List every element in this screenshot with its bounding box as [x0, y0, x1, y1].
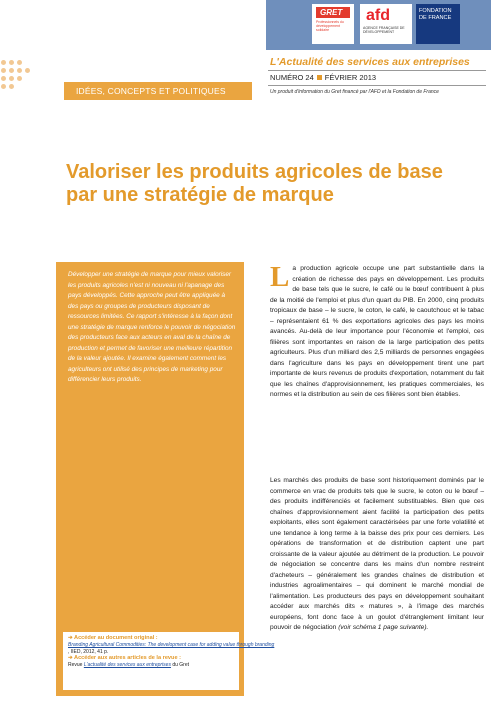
abstract-box: [56, 262, 275, 696]
other-articles-link[interactable]: L'actualité des services aux entreprises: [83, 662, 171, 668]
issue-separator: [317, 75, 322, 80]
body-paragraph-1: [270, 261, 484, 401]
publication-title: L'Actualité des services aux entreprises: [270, 56, 470, 68]
other-articles-suffix: du Gret: [170, 662, 190, 668]
afd-logo: [360, 4, 412, 44]
afd-logo-subtext: AGENCE FRANÇAISE DE DÉVELOPPEMENT: [363, 26, 405, 34]
gret-logo: [312, 4, 354, 44]
issue-number: NUMÉRO 24: [270, 73, 314, 82]
section-banner: [64, 82, 252, 100]
issue-line: [270, 73, 376, 82]
original-document-source: , IIED, 2012, 41 p.: [68, 648, 109, 655]
decorative-dots: [0, 58, 40, 98]
links-box: [63, 632, 275, 690]
header-divider: [268, 70, 486, 71]
abstract-text: Développer une stratégie de marque pour mieux valoriser les produits agricoles n'est ni nouveau ni l'apanage des pays développés. Cette approche peut être appliquée à des pays ou groupes de producteurs disposant de ressources limitées. Ce rapport s'intéresse à la façon dont une stratégie de marque renforce le pouvoir de négociation des producteurs face aux acteurs en aval de la chaîne de production et permet de favoriser une meilleure répartition de la valeur ajoutée. Il examine également comment les agriculteurs ont utilisé des principes de marketing pour différencier leurs produits.: [68, 271, 236, 383]
paragraph-2-text: Les marchés des produits de base sont historiquement dominés par le commerce en vrac de produits tels que le sucre, le coton ou le bœuf – des produits indifférenciés et facilement substituables. Bien que ces chaînes d'approvisionnement aient facilité la participation des petits exploitants, elles sont également caractérisées par une forte volatilité et une tendance à long terme à la baisse des prix pour ces derniers. Les opérations de transformation et de distribution captent une part croissante de la valeur ajoutée au détriment de la production. Le pouvoir de négociation se concentre dans les mains d'un nombre restreint d'acheteurs – généralement les grandes chaînes de distribution et industries agroalimentaires – qui dominent le marché mondial de l'alimentation. Les producteurs des pays en développement souhaitant accéder aux marchés dits « matures », à l'image des marchés européens, font donc face à un goulot d'étranglement limitant leur pouvoir de négociation: [270, 477, 484, 631]
header-divider: [268, 85, 486, 86]
afd-logo-text: afd: [366, 7, 390, 24]
original-document-link[interactable]: Branding Agricultural Commodities: The development case for adding value through branding: [68, 642, 275, 648]
body-paragraph-2: [270, 476, 484, 634]
paragraph-1-text: a production agricole occupe une part substantielle dans la création de richesse des pays en développement. Les produits de base tels que le sucre, le café ou le bœuf contribuent à plus de la moitié de l'emploi et plus d'un quart du PIB. En 2000, cinq produits tropicaux de base – le sucre, le coton, le café, le caoutchouc et le tabac – représentaient 61 % des exportations agricoles des pays les moins avancés. Au-delà de leur importance pour l'économie et l'emploi, ces filières sont importantes en raison de la large participation des petits agriculteurs. Plus d'un milliard des 2,5 milliards de personnes engagées dans l'agriculture dans les pays en développement tirent une part importante de leurs revenus de produits d'exportation, notamment du fait que les chaînes d'approvisionnement, les pratiques commerciales, les normes et la distribution au sein de ces filières sont bien établies.: [270, 265, 484, 398]
drop-cap: L: [270, 261, 290, 293]
publication-description: Un produit d'information du Gret financé par l'AFD et la Fondation de France: [270, 89, 439, 95]
other-articles-heading: ➔ Accéder aux autres articles de la revue :: [68, 655, 181, 661]
gret-logo-text: GRET: [316, 7, 350, 18]
section-label: IDÉES, CONCEPTS ET POLITIQUES: [76, 86, 226, 96]
figure-reference-note: (voir schéma 1 page suivante).: [338, 624, 429, 631]
original-document-heading: ➔ Accéder au document original :: [68, 635, 158, 641]
issue-date: FÉVRIER 2013: [324, 73, 377, 82]
original-document-line: [68, 642, 275, 649]
gret-logo-subtext: Professionnels du développement solidaire: [316, 20, 344, 32]
fondation-de-france-logo: FONDATION DE FRANCE: [416, 4, 460, 44]
other-articles-prefix: Revue: [68, 662, 84, 668]
article-title: Valoriser les produits agricoles de base par une stratégie de marque: [66, 161, 443, 206]
other-articles-line: [68, 662, 234, 669]
